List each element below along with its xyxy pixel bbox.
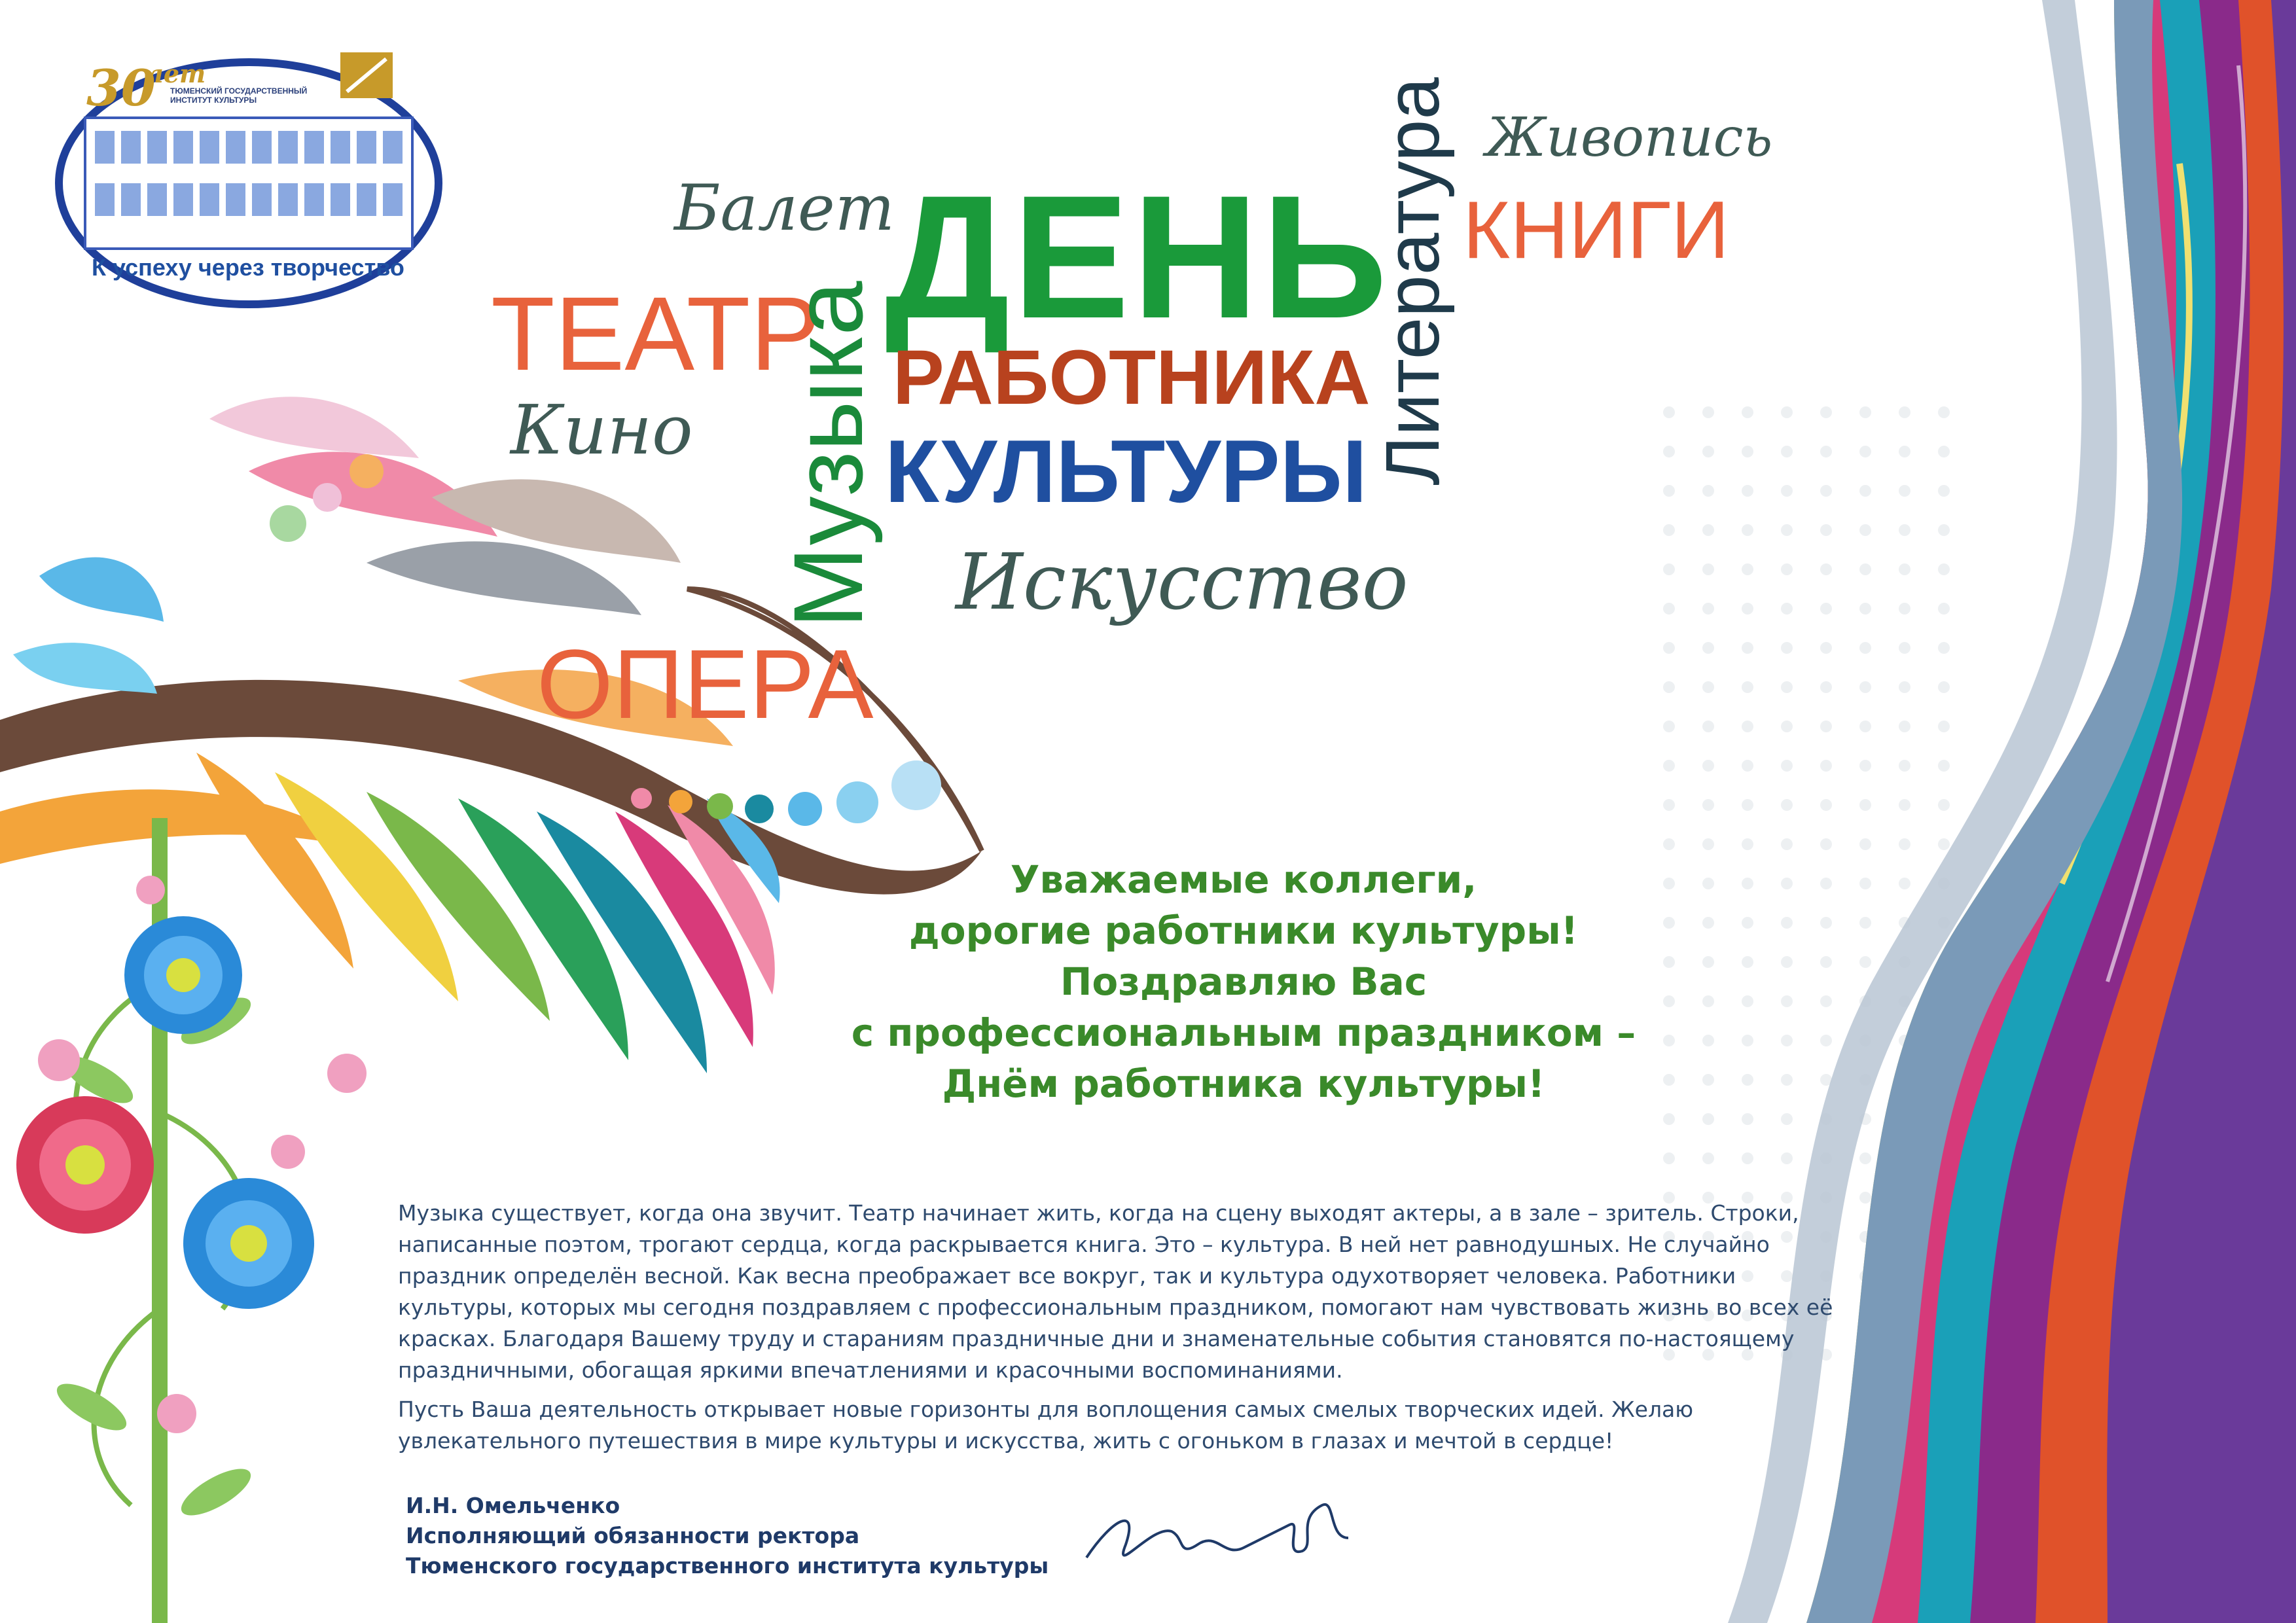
blue-flower <box>183 1178 314 1309</box>
logo-institute-name: ТЮМЕНСКИЙ ГОСУДАРСТВЕННЫЙ ИНСТИТУТ КУЛЬТУРЫ <box>170 86 308 105</box>
body-paragraph-1: Музыка существует, когда она звучит. Театр начинает жить, когда на сцену выходят актеры, а в зале – зритель. Строки, написанные поэтом, трогают сердца, когда раскрывается книга. Это – культура. В ней нет равнодушных. Не случайно праздник определён весной. Как весна преображает все вокруг, так и культура одухотворяет человека. Работники культуры, которых мы сегодня поздравляем с профессиональным праздником, помогают нам чувствовать жизнь во всех её красках. Благодаря Вашему труду и стараниям праздничные дни и знаменательные события становятся по-настоящему праздничными, обогащая яркими впечатлениями и красочными воспоминаниями. <box>398 1200 1833 1383</box>
word-kino: Кино <box>511 390 693 470</box>
greeting-block <box>753 854 1734 1109</box>
signer-position-2: Тюменского государственного института культуры <box>406 1553 1049 1578</box>
word-literatura: Литература <box>1370 77 1455 486</box>
body-paragraph-2: Пусть Ваша деятельность открывает новые горизонты для воплощения самых смелых творческих идей. Желаю увлекательного путешествия в мире культуры и искусства, жить с огоньком в глазах и мечтой в сердце! <box>398 1397 1694 1454</box>
word-opera: ОПЕРА <box>537 629 874 739</box>
signature-scribble <box>1086 1505 1348 1558</box>
greeting-line-3: Поздравляю Вас <box>1060 959 1427 1004</box>
signer-position-1: Исполняющий обязанности ректора <box>406 1523 860 1548</box>
word-muzyka: Музыка <box>773 281 883 628</box>
blue-flower <box>124 916 242 1034</box>
red-flower <box>16 1096 154 1234</box>
flower-vine-decoration <box>16 818 367 1623</box>
greeting-line-2: дорогие работники культуры! <box>908 908 1579 953</box>
institute-logo <box>52 39 445 321</box>
greeting-line-1: Уважаемые коллеги, <box>1010 857 1477 902</box>
word-zhivopis: Живопись <box>1486 107 1773 169</box>
word-teatr: ТЕАТР <box>491 275 821 392</box>
title-line-2: РАБОТНИКА <box>893 334 1371 421</box>
word-iskusstvo: Искусство <box>956 537 1408 627</box>
word-balet: Балет <box>674 171 895 245</box>
greeting-line-4: с профессиональным праздником – <box>851 1010 1636 1055</box>
greeting-line-5: Днём работника культуры! <box>942 1061 1545 1106</box>
logo-anniversary-word: лет <box>145 59 206 88</box>
logo-anniversary-number: 30 <box>86 59 156 117</box>
signer-name: И.Н. Омельченко <box>406 1493 620 1518</box>
signer-block <box>406 1491 1049 1581</box>
word-knigi: КНИГИ <box>1463 185 1730 276</box>
title-line-1: ДЕНЬ <box>885 158 1390 355</box>
title-line-3: КУЛЬТУРЫ <box>885 421 1367 521</box>
body-text <box>398 1198 1851 1465</box>
logo-motto: К успеху через творчество <box>92 254 404 281</box>
